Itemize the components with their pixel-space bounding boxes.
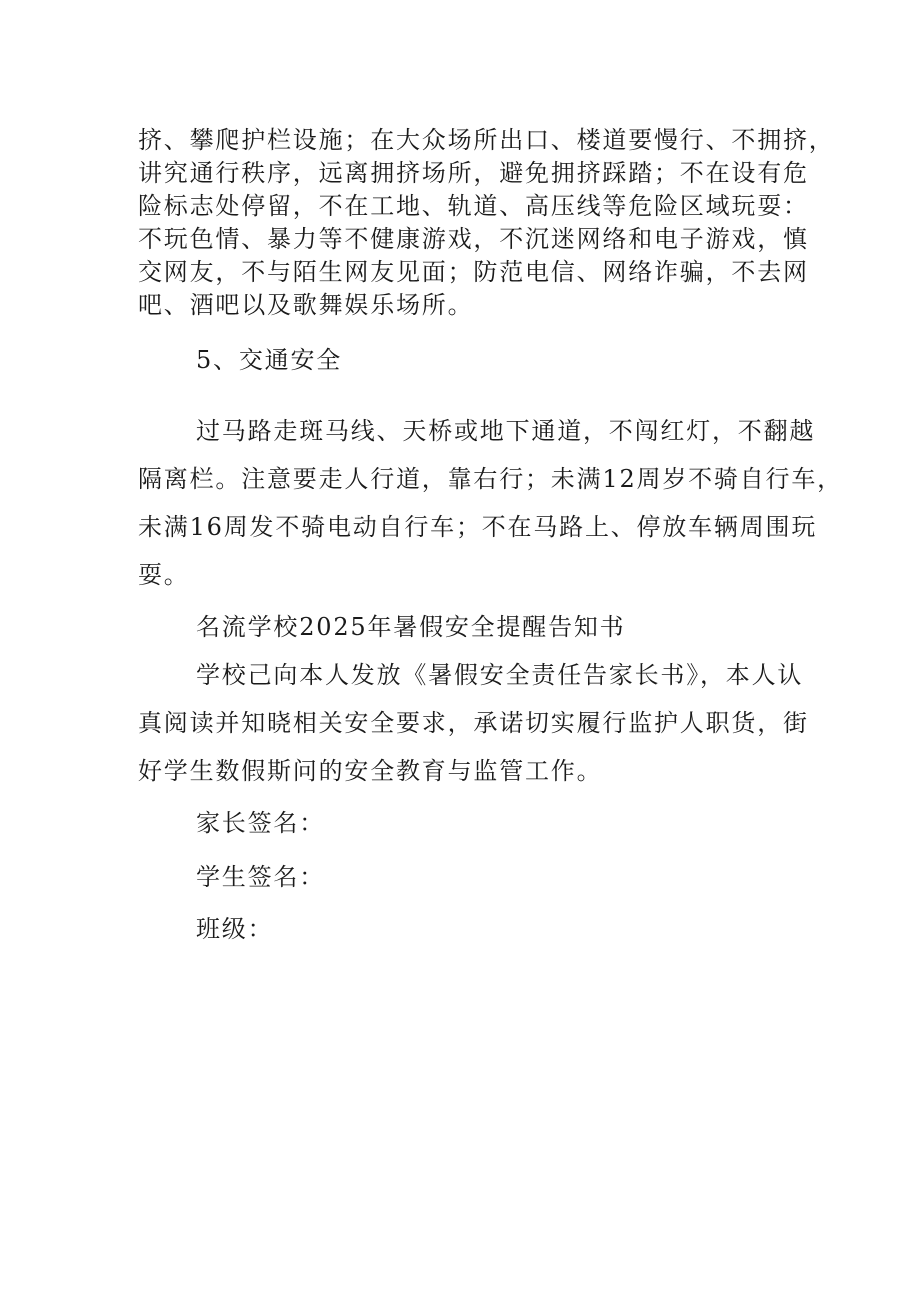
text-line: 挤、攀爬护栏设施；在大众场所出口、楼道要慢行、不拥挤， — [138, 126, 835, 154]
section-heading-traffic: 5、交通安全 — [196, 346, 343, 374]
safety-paragraph — [138, 124, 835, 322]
text-line: 讲究通行秩序，远离拥挤场所，避免拥挤踩踏；不在设有危 — [138, 159, 809, 187]
text-line: 过马路走斑马线、天桥或地下通道，不闯红灯，不翻越 — [196, 417, 816, 445]
signature-block — [138, 799, 788, 953]
text-line: 耍。 — [138, 561, 190, 589]
document-body — [138, 124, 843, 953]
notice-section — [138, 603, 809, 795]
student-signature-label: 学生签名： — [196, 863, 325, 891]
traffic-paragraph — [138, 407, 843, 599]
text-line: 险标志处停留，不在工地、轨道、高压线等危险区域玩耍： — [138, 192, 809, 220]
text-line: 未满16周发不骑电动自行车；不在马路上、停放车辆周围玩 — [138, 513, 818, 541]
class-label: 班级： — [196, 915, 274, 943]
text-line: 真阅读并知晓相关安全要求，承诺切实履行监护人职货，街 — [138, 709, 809, 737]
text-line: 不玩色情、暴力等不健康游戏，不沉迷网络和电子游戏，慎 — [138, 225, 809, 253]
text-line: 吧、酒吧以及歌舞娱乐场所。 — [138, 291, 474, 319]
text-line: 学校己向本人发放《暑假安全责任告家长书》，本人认 — [196, 661, 804, 689]
text-line: 好学生数假斯问的安全教育与监管工作。 — [138, 757, 603, 785]
text-line: 交网友，不与陌生网友见面；防范电信、网络诈骗，不去网 — [138, 258, 809, 286]
text-line: 隔离栏。注意要走人行道，靠右行；未满12周岁不骑自行车， — [138, 465, 843, 493]
notice-title: 名流学校2025年暑假安全提醒告知书 — [196, 613, 626, 641]
parent-signature-label: 家长签名： — [196, 809, 325, 837]
